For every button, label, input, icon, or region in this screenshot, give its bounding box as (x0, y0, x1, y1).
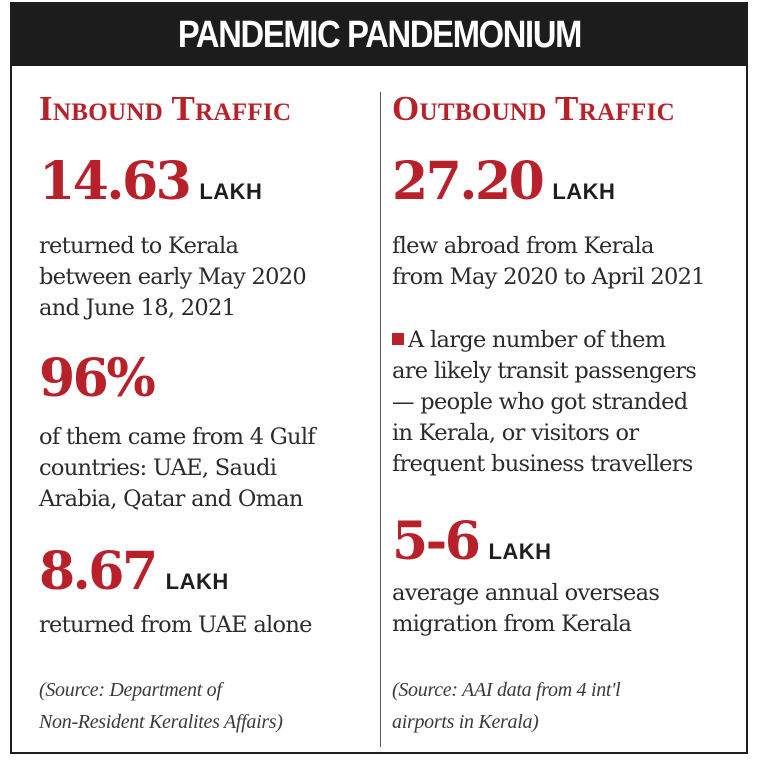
outbound-heading: Outbound Traffic (392, 89, 675, 128)
inbound-stat-uae (39, 541, 229, 602)
stat-value: 8.67 (39, 541, 156, 602)
inbound-stat-returned-desc: returned to Kerala between early May 2020 and June 18, 2021 (39, 233, 307, 321)
stat-value: 27.20 (392, 151, 543, 212)
title-banner (12, 4, 746, 66)
page-title: PANDEMIC PANDEMONIUM (177, 13, 581, 56)
stat-value: 96% (39, 348, 154, 409)
infographic-card (10, 2, 748, 754)
outbound-stat-flew (392, 151, 616, 212)
stat-unit: LAKH (488, 539, 552, 564)
stat-unit: LAKH (165, 569, 229, 594)
column-divider (380, 92, 381, 747)
inbound-stat-gulf-share (39, 348, 154, 409)
outbound-stat-migration (392, 511, 552, 572)
stat-value: 5-6 (392, 511, 479, 572)
inbound-stat-uae-desc: returned from UAE alone (39, 612, 312, 638)
outbound-note: A large number of them are likely transit passengers — people who got stranded in Kerala, or visitors or frequent business travellers (392, 327, 697, 477)
inbound-stat-returned (39, 151, 263, 212)
stat-unit: LAKH (199, 179, 263, 204)
inbound-stat-gulf-share-desc: of them came from 4 Gulf countries: UAE, Saudi Arabia, Qatar and Oman (39, 424, 315, 512)
stat-value: 14.63 (39, 151, 190, 212)
inbound-heading: Inbound Traffic (39, 89, 292, 128)
inbound-source: (Source: Department of Non-Resident Keralites Affairs) (39, 679, 283, 733)
bullet-marker-icon (392, 333, 404, 345)
stat-unit: LAKH (552, 179, 616, 204)
outbound-stat-flew-desc: flew abroad from Kerala from May 2020 to April 2021 (392, 233, 705, 290)
outbound-source: (Source: AAI data from 4 int'l airports in Kerala) (392, 679, 621, 733)
outbound-stat-migration-desc: average annual overseas migration from Kerala (392, 580, 660, 637)
